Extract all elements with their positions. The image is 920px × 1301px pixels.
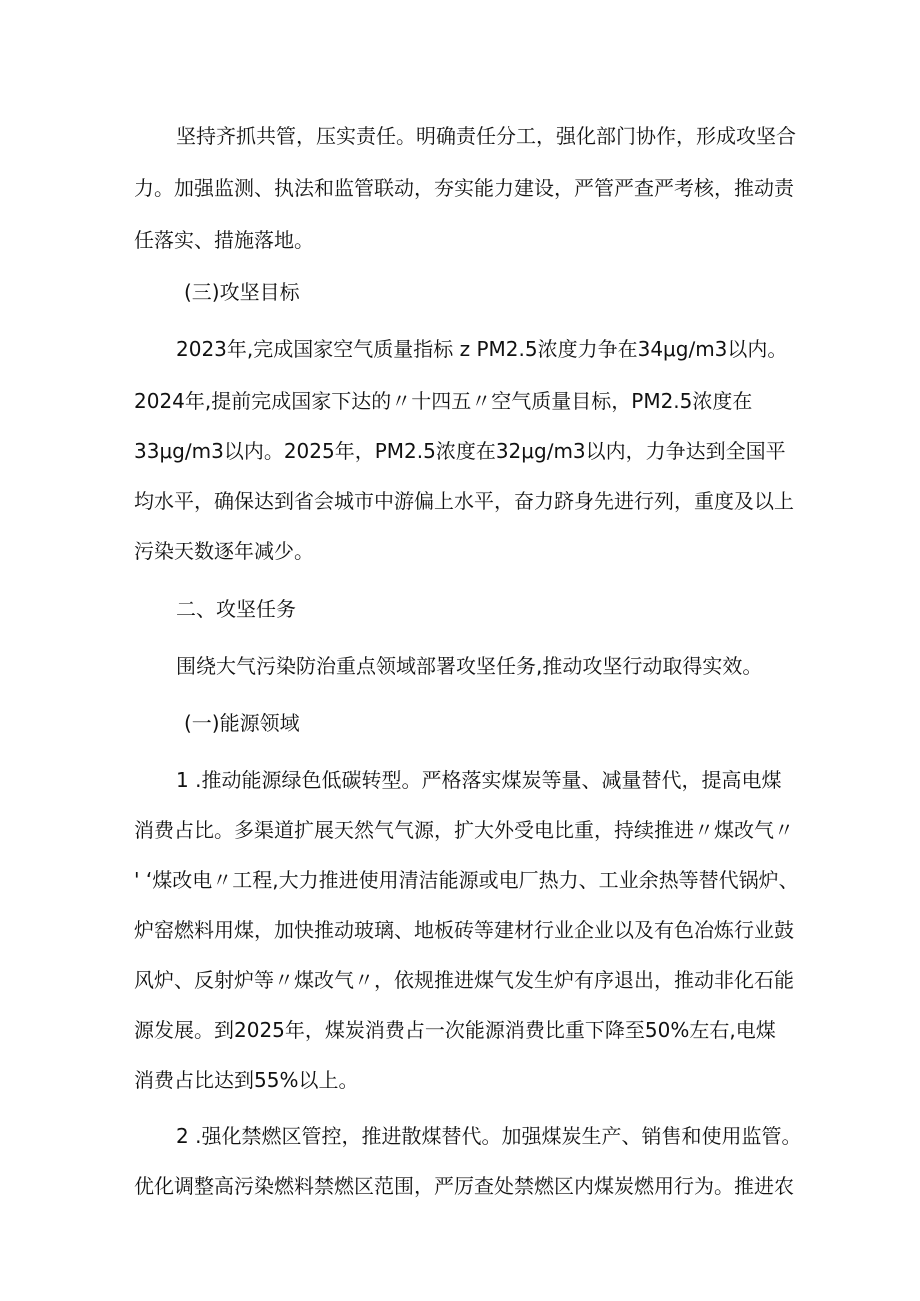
paragraph-line: 坚持齐抓共管，压实责任。明确责任分工，强化部门协作，形成攻坚合 bbox=[176, 124, 796, 148]
paragraph-line: 1 .推动能源绿色低碳转型。严格落实煤炭等量、减量替代，提高电煤 bbox=[176, 768, 782, 792]
paragraph-line: 优化调整高污染燃料禁燃区范围，严厉查处禁燃区内煤炭燃用行为。推进农 bbox=[134, 1174, 794, 1198]
paragraph-line: 风炉、反射炉等〃煤改气〃，依规推进煤气发生炉有序退出，推动非化石能 bbox=[134, 968, 794, 992]
paragraph-line: 2023年,完成国家空气质量指标 z PM2.5浓度力争在34μg∕m3以内。 bbox=[176, 337, 788, 361]
paragraph-line: 源发展。到2025年，煤炭消费占一次能源消费比重下降至50%左右,电煤 bbox=[134, 1018, 776, 1042]
section-heading: (三)攻坚目标 bbox=[184, 280, 300, 304]
paragraph-line: 围绕大气污染防治重点领域部署攻坚任务,推动攻坚行动取得实效。 bbox=[176, 654, 763, 678]
paragraph-line: 炉窑燃料用煤，加快推动玻璃、地板砖等建材行业企业以及有色冶炼行业鼓 bbox=[134, 918, 794, 942]
paragraph-line: 消费占比达到55%以上。 bbox=[134, 1068, 359, 1092]
section-heading: 二、攻坚任务 bbox=[176, 597, 296, 621]
paragraph-line: 任落实、措施落地。 bbox=[134, 228, 314, 252]
paragraph-line: 力。加强监测、执法和监管联动，夯实能力建设，严管严查严考核，推动责 bbox=[134, 176, 794, 200]
section-heading: (一)能源领域 bbox=[184, 711, 300, 735]
paragraph-line: 2 .强化禁燃区管控，推进散煤替代。加强煤炭生产、销售和使用监管。 bbox=[176, 1124, 802, 1148]
paragraph-line: ' ‘煤改电〃工程,大力推进使用清洁能源或电厂热力、工业余热等替代锅炉、 bbox=[134, 868, 799, 892]
paragraph-line: 消费占比。多渠道扩展天然气气源，扩大外受电比重，持续推进〃煤改气〃 bbox=[134, 818, 794, 842]
paragraph-line: 33μg∕m3以内。2025年，PM2.5浓度在32μg∕m3以内，力争达到全国平 bbox=[134, 439, 786, 463]
paragraph-line: 2024年,提前完成国家下达的〃十四五〃空气质量目标，PM2.5浓度在 bbox=[134, 389, 753, 413]
paragraph-line: 污染天数逐年减少。 bbox=[134, 539, 314, 563]
paragraph-line: 均水平，确保达到省会城市中游偏上水平，奋力跻身先进行列，重度及以上 bbox=[134, 489, 794, 513]
